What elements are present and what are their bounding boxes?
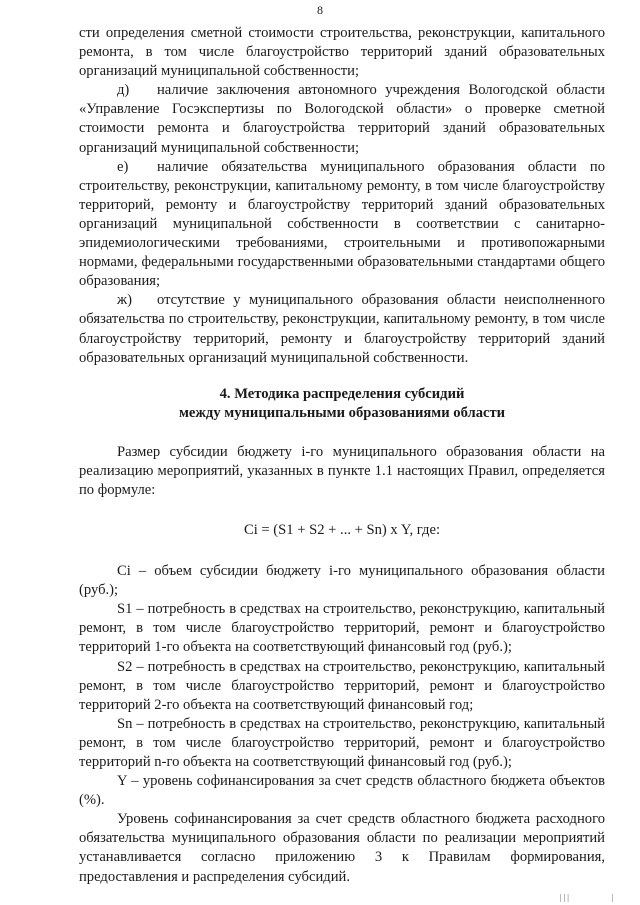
list-item-e xyxy=(79,158,605,292)
section-heading-line1: 4. Методика распределения субсидий xyxy=(219,385,465,402)
scan-mark-left: | | | xyxy=(560,893,569,902)
definition-s1: S1 – потребность в средствах на строительство, реконструкцию, капитальный ремонт, в том числе благоустройство территорий, ремонт и благоустройство территорий 1-го объекта на соответствующий финансовый год (руб.); xyxy=(79,601,605,656)
final-paragraph: Уровень софинансирования за счет средств областного бюджета расходного обязательства муниципального образования области по реализации мероприятий устанавливается согласно приложению 3 к Правилам формирования, предоставления и распределения субсидий. xyxy=(79,811,605,885)
intro-paragraph: Размер субсидии бюджету i-го муниципального образования области на реализацию мероприятий, указанных в пункте 1.1 настоящих Правил, определяется по формуле: xyxy=(79,443,605,498)
list-item-text: наличие обязательства муниципального образования области по строительству, реконструкции, капитальному ремонту, в том числе благоустройству территорий, ремонту и благоустройству территорий зданий образовательных организаций муниципальной собственности в соответствии с санитарно-эпидемиологическими требованиями, строительными и противопожарными нормами, федеральными государственными образовательными стандартами общего образования; xyxy=(79,158,605,290)
list-marker: ж) xyxy=(117,292,132,309)
list-marker: д) xyxy=(117,82,130,99)
section-heading xyxy=(79,385,605,423)
definition-s2: S2 – потребность в средствах на строительство, реконструкцию, капитальный ремонт, в том числе благоустройство территорий, ремонт и благоустройство территорий 2-го объекта на соответствующий финансовый год; xyxy=(79,658,605,713)
definition-y: Y – уровень софинансирования за счет средств областного бюджета объектов (%). xyxy=(79,773,605,809)
list-item-zh xyxy=(79,291,605,367)
definition-ci: Ci – объем субсидии бюджету i-го муниципального образования области (руб.); xyxy=(79,563,605,599)
list-marker: е) xyxy=(117,158,129,175)
section-heading-line2: между муниципальными образованиями области xyxy=(178,404,506,421)
document-body xyxy=(79,24,605,887)
formula: Ci = (S1 + S2 + ... + Sn) x Y, где: xyxy=(243,521,441,538)
definition-sn: Sn – потребность в средствах на строительство, реконструкцию, капитальный ремонт, в том числе благоустройство территорий, ремонт и благоустройство территорий n-го объекта на соответствующий финансовый год (руб.); xyxy=(79,715,605,770)
list-item-d xyxy=(79,81,605,157)
page-number: 8 xyxy=(317,3,323,17)
paragraph-continuation: сти определения сметной стоимости строительства, реконструкции, капитального ремонта, в том числе благоустройство территорий зданий образовательных организаций муниципальной собственности; xyxy=(79,25,605,80)
scan-mark-right: | xyxy=(612,893,614,902)
list-item-text: отсутствие у муниципального образования области неисполненного обязательства по строительству, реконструкции, капитальному ремонту, в том числе благоустройству территорий, ремонту и благоустройству территорий зданий образовательных организаций муниципальной собственности. xyxy=(79,292,605,366)
list-item-text: наличие заключения автономного учреждения Вологодской области «Управление Госэкспертизы по Вологодской области» о проверке сметной стоимости ремонта и благоустройства территорий зданий образовательных организаций муниципальной собственности; xyxy=(79,82,605,156)
